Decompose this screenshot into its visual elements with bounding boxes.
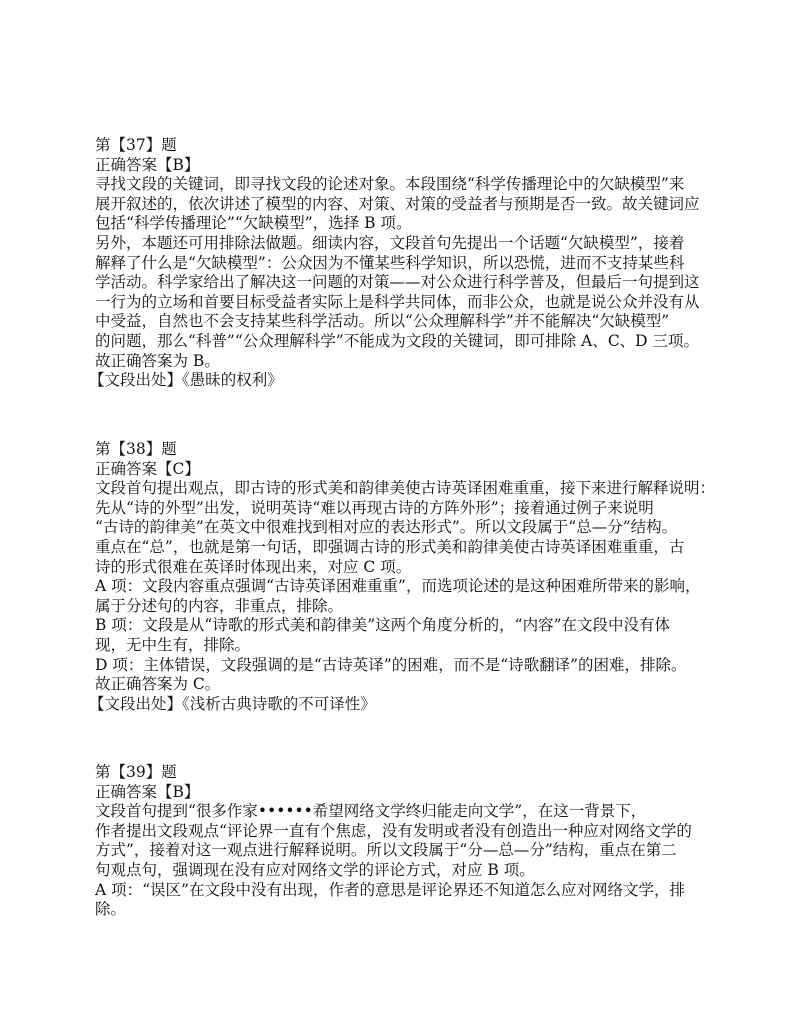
explanation-line: 方式”，接着对这一观点进行解释说明。所以文段属于“分—总—分”结构，重点在第二	[95, 841, 677, 860]
option-analysis: A 项：文段内容重点强调“古诗英译困难重重”，而选项论述的是这种困难所带来的影响，	[95, 577, 701, 596]
explanation-line: 诗的形式很难在英译时体现出来，对应 C 项。	[95, 557, 412, 576]
explanation-line: 包括“科学传播理论”“欠缺模型”，选择 B 项。	[95, 214, 412, 233]
question-title: 第【39】题	[95, 763, 177, 781]
correct-answer: 正确答案【C】	[95, 459, 200, 478]
explanation-line: 一行为的立场和首要目标受益者实际上是科学共同体，而非公众，也就是说公众并没有从	[95, 292, 700, 311]
explanation-line: 先从“诗的外型”出发，说明英诗“难以再现古诗的方阵外形”；接着通过例子来说明	[95, 498, 654, 517]
source-citation: 【文段出处】《浅析古典诗歌的不可译性》	[89, 694, 376, 713]
option-analysis: D 项：主体错误，文段强调的是“古诗英译”的困难，而不是“诗歌翻译”的困难，排除。	[95, 655, 687, 674]
question-title: 第【38】题	[95, 440, 177, 458]
explanation-line: 文段首句提出观点，即古诗的形式美和韵律美使古诗英译困难重重，接下来进行解释说明：	[95, 479, 716, 498]
question-39-section	[95, 763, 692, 920]
option-analysis: 除。	[95, 900, 127, 919]
explanation-line: 解释了什么是“欠缺模型”：公众因为不懂某些科学知识，所以恐慌，进而不支持某些科	[95, 253, 685, 272]
option-analysis: A 项：“误区”在文段中没有出现，作者的意思是评论界还不知道怎么应对网络文学，排	[95, 880, 685, 899]
explanation-line: 另外，本题还可用排除法做题。细读内容，文段首句先提出一个话题“欠缺模型”，接着	[95, 233, 685, 252]
explanation-line: 句观点句，强调现在没有应对网络文学的评论方式，对应 B 项。	[95, 860, 535, 879]
question-37-section	[89, 136, 700, 391]
explanation-line: 重点在“总”，也就是第一句话，即强调古诗的形式美和韵律美使古诗英译困难重重，古	[95, 537, 685, 556]
explanation-line: 作者提出文段观点“评论界一直有个焦虑，没有发明或者没有创造出一种应对网络文学的	[95, 821, 692, 840]
source-citation: 【文段出处】《愚昧的权利》	[89, 371, 283, 390]
question-title: 第【37】题	[95, 136, 177, 154]
explanation-line: “古诗的韵律美”在英文中很难找到相对应的表达形式”。所以文段属于“总—分”结构。	[95, 518, 678, 537]
option-analysis: 属于分述句的内容，非重点，排除。	[95, 596, 344, 615]
option-analysis: 现，无中生有，排除。	[95, 635, 251, 654]
explanation-line: 中受益，自然也不会支持某些科学活动。所以“公众理解科学”并不能解决“欠缺模型”	[95, 312, 670, 331]
question-38-section	[89, 440, 716, 714]
correct-answer: 正确答案【B】	[95, 155, 200, 174]
explanation-line: 的问题，那么“科普”“公众理解科学”不能成为文段的关键词，即可排除 A、C、D 三项。	[95, 331, 700, 350]
answer-summary: 故正确答案为 C。	[95, 675, 221, 694]
explanation-line: 寻找文段的关键词，即寻找文段的论述对象。本段围绕“科学传播理论中的欠缺模型”来	[95, 175, 685, 194]
explanation-line: 文段首句提到“很多作家••••••希望网络文学终归能走向文学”，在这一背景下，	[95, 802, 647, 821]
explanation-line: 学活动。科学家给出了解决这一问题的对策——对公众进行科学普及，但最后一句提到这	[95, 273, 700, 292]
correct-answer: 正确答案【B】	[95, 782, 200, 801]
answer-summary: 故正确答案为 B。	[95, 351, 220, 370]
option-analysis: B 项：文段是从“诗歌的形式美和韵律美”这两个角度分析的，“内容”在文段中没有体	[95, 616, 671, 635]
explanation-line: 展开叙述的，依次讲述了模型的内容、对策、对策的受益者与预期是否一致。故关键词应	[95, 194, 700, 213]
